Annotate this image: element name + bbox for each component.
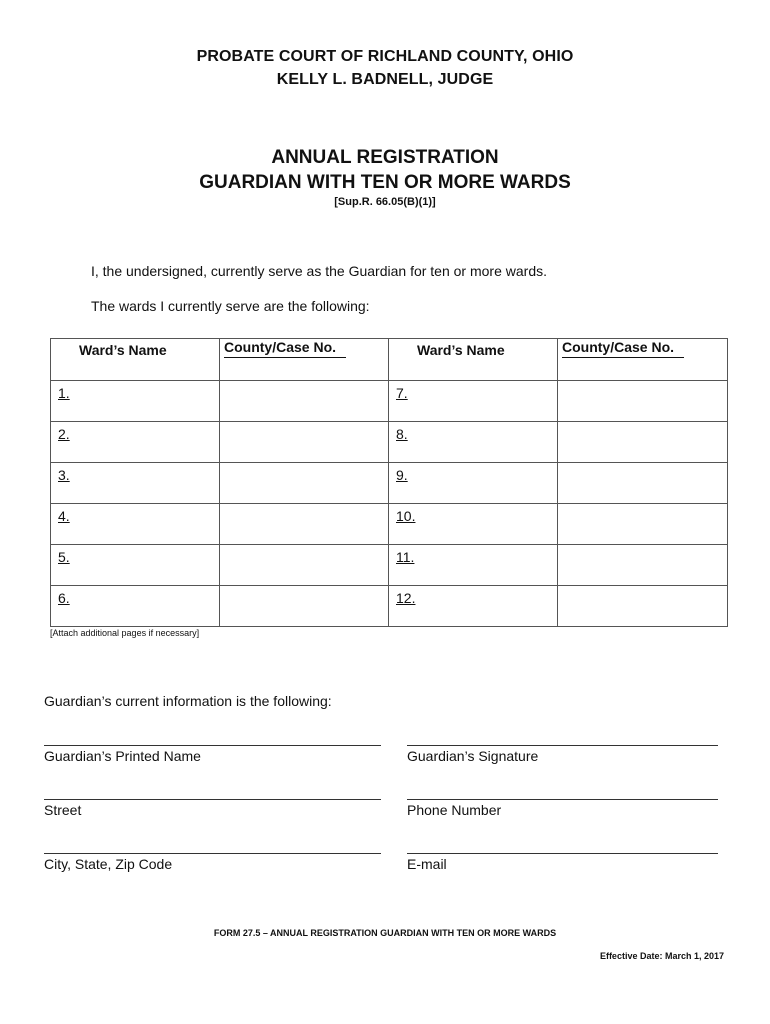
phone-line[interactable] [407,799,718,800]
row-number: 8. [396,426,408,442]
case-number-cell[interactable] [220,504,389,545]
row-number: 2. [58,426,70,442]
case-number-cell[interactable] [220,545,389,586]
row-number: 4. [58,508,70,524]
court-name: PROBATE COURT OF RICHLAND COUNTY, OHIO [196,48,574,65]
ward-name-cell[interactable] [389,422,558,463]
city-state-zip-line[interactable] [44,853,381,854]
row-number: 5. [58,549,70,565]
case-number-cell[interactable] [220,422,389,463]
ward-name-cell[interactable] [51,504,220,545]
header-cell [220,339,389,381]
col-ward-name-left: Ward’s Name [79,342,167,358]
ward-name-cell[interactable] [389,463,558,504]
ward-name-cell[interactable] [389,586,558,627]
judge-name: KELLY L. BADNELL, JUDGE [276,71,494,88]
case-number-cell[interactable] [558,504,728,545]
table-row [51,463,728,504]
row-number: 3. [58,467,70,483]
rule-citation: [Sup.R. 66.05(B)(1)] [334,196,436,208]
row-number: 9. [396,467,408,483]
row-number: 11. [396,549,415,565]
ward-name-cell[interactable] [389,545,558,586]
email-line[interactable] [407,853,718,854]
ward-name-cell[interactable] [51,381,220,422]
table-header-row [51,339,728,381]
row-number: 10. [396,508,416,524]
signature-label: Guardian’s Signature [407,748,539,764]
header-cell [389,339,558,381]
col-case-right: County/Case No. [562,339,684,358]
row-number: 1. [58,385,70,401]
wards-intro: The wards I currently serve are the following: [91,298,370,314]
form-title: ANNUAL REGISTRATION [271,147,499,168]
ward-name-cell[interactable] [51,586,220,627]
table-row [51,504,728,545]
case-number-cell[interactable] [558,422,728,463]
ward-name-cell[interactable] [51,545,220,586]
case-number-cell[interactable] [220,381,389,422]
printed-name-label: Guardian’s Printed Name [44,748,201,764]
guardian-statement: I, the undersigned, currently serve as the Guardian for ten or more wards. [91,263,548,279]
phone-label: Phone Number [407,802,502,818]
city-state-zip-label: City, State, Zip Code [44,856,173,872]
header-cell [51,339,220,381]
printed-name-line[interactable] [44,745,381,746]
effective-date: Effective Date: March 1, 2017 [599,951,724,961]
header-cell [558,339,728,381]
row-number: 6. [58,590,70,606]
table-row [51,545,728,586]
wards-table [50,338,728,627]
case-number-cell[interactable] [558,463,728,504]
form-footer: FORM 27.5 – ANNUAL REGISTRATION GUARDIAN WITH TEN OR MORE WARDS [213,928,557,938]
table-row [51,422,728,463]
row-number: 12. [396,590,416,606]
case-number-cell[interactable] [558,545,728,586]
col-ward-name-right: Ward’s Name [417,342,505,358]
ward-name-cell[interactable] [389,504,558,545]
ward-name-cell[interactable] [51,422,220,463]
ward-name-cell[interactable] [51,463,220,504]
attach-pages-note: [Attach additional pages if necessary] [50,628,200,638]
case-number-cell[interactable] [220,463,389,504]
case-number-cell[interactable] [558,586,728,627]
email-label: E-mail [407,856,447,872]
row-number: 7. [396,385,408,401]
guardian-info-intro: Guardian’s current information is the following: [44,693,332,709]
table-row [51,381,728,422]
street-label: Street [44,802,82,818]
col-case-left: County/Case No. [224,339,346,358]
ward-name-cell[interactable] [389,381,558,422]
street-line[interactable] [44,799,381,800]
case-number-cell[interactable] [558,381,728,422]
form-subtitle: GUARDIAN WITH TEN OR MORE WARDS [199,172,571,193]
case-number-cell[interactable] [220,586,389,627]
table-row [51,586,728,627]
signature-line[interactable] [407,745,718,746]
